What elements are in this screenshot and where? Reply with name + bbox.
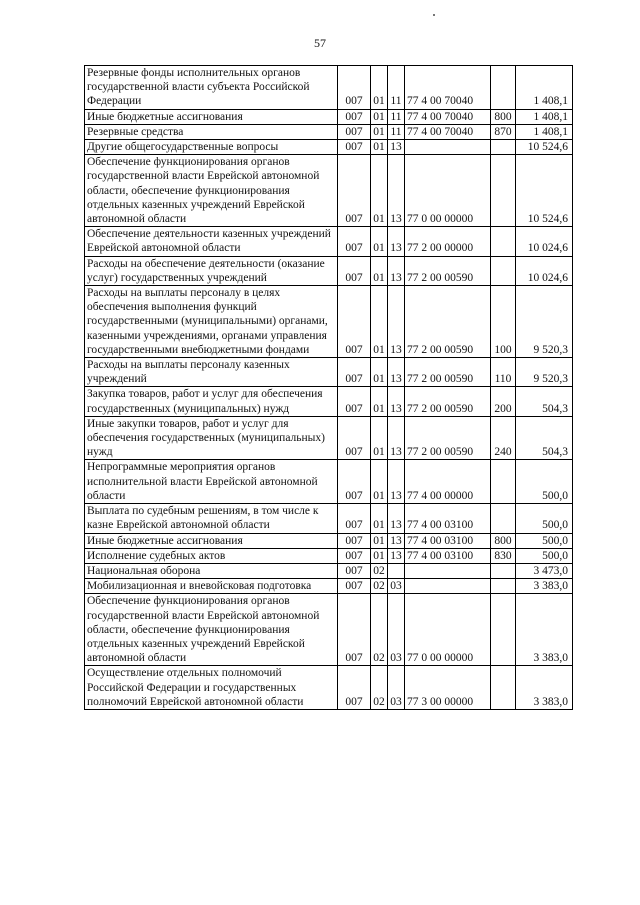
table-row — [85, 124, 573, 139]
row-amount: 3 473,0 — [516, 563, 573, 578]
row-target-item: 77 4 00 03100 — [405, 533, 491, 548]
row-amount: 3 383,0 — [516, 594, 573, 666]
row-expense-type — [491, 666, 516, 710]
row-expense-type: 200 — [491, 387, 516, 416]
row-name: Резервные фонды исполнительных органов государственной власти субъекта Российской Федерации — [85, 66, 338, 110]
row-admin-code: 007 — [338, 358, 371, 387]
row-target-item: 77 0 00 00000 — [405, 155, 491, 227]
row-expense-type — [491, 66, 516, 110]
row-expense-type: 240 — [491, 416, 516, 460]
row-name: Мобилизационная и вневойсковая подготовка — [85, 579, 338, 594]
row-section: 01 — [371, 533, 388, 548]
row-target-item: 77 2 00 00590 — [405, 387, 491, 416]
row-expense-type: 800 — [491, 109, 516, 124]
row-amount: 500,0 — [516, 533, 573, 548]
row-amount: 500,0 — [516, 460, 573, 504]
row-amount: 3 383,0 — [516, 666, 573, 710]
row-target-item: 77 4 00 03100 — [405, 504, 491, 533]
table-row — [85, 66, 573, 110]
row-target-item — [405, 140, 491, 155]
row-expense-type — [491, 594, 516, 666]
row-name: Осуществление отдельных полномочий Российской Федерации и государственных полномочий Еврейской автономной области — [85, 666, 338, 710]
row-target-item: 77 3 00 00000 — [405, 666, 491, 710]
row-name: Расходы на выплаты персоналу в целях обеспечения выполнения функций государственными (муниципальными) органами, казенными учреждениями, органами управления государственными внебюджетными фондами — [85, 286, 338, 358]
row-subsection: 13 — [388, 256, 405, 285]
row-subsection: 11 — [388, 66, 405, 110]
table-row — [85, 227, 573, 256]
row-admin-code: 007 — [338, 286, 371, 358]
row-section: 01 — [371, 155, 388, 227]
row-section: 01 — [371, 66, 388, 110]
row-section: 01 — [371, 460, 388, 504]
row-section: 02 — [371, 579, 388, 594]
row-amount: 500,0 — [516, 504, 573, 533]
row-expense-type: 800 — [491, 533, 516, 548]
row-target-item — [405, 563, 491, 578]
page-number: 57 — [314, 36, 326, 50]
row-admin-code: 007 — [338, 66, 371, 110]
row-amount: 10 524,6 — [516, 155, 573, 227]
row-target-item: 77 2 00 00590 — [405, 286, 491, 358]
row-section: 01 — [371, 358, 388, 387]
budget-table — [84, 65, 573, 710]
row-name: Обеспечение функционирования органов государственной власти Еврейской автономной области, обеспечение функционирования отдельных казенных учреждений Еврейской автономной области — [85, 155, 338, 227]
row-admin-code: 007 — [338, 155, 371, 227]
table-row — [85, 286, 573, 358]
row-section: 01 — [371, 140, 388, 155]
row-target-item: 77 2 00 00590 — [405, 358, 491, 387]
row-admin-code: 007 — [338, 227, 371, 256]
row-admin-code: 007 — [338, 256, 371, 285]
row-section: 01 — [371, 286, 388, 358]
row-subsection: 03 — [388, 666, 405, 710]
row-expense-type: 100 — [491, 286, 516, 358]
row-subsection: 13 — [388, 155, 405, 227]
row-subsection: 13 — [388, 460, 405, 504]
row-amount: 500,0 — [516, 548, 573, 563]
row-section: 01 — [371, 548, 388, 563]
row-subsection: 13 — [388, 387, 405, 416]
row-name: Иные бюджетные ассигнования — [85, 533, 338, 548]
row-admin-code: 007 — [338, 140, 371, 155]
row-amount: 10 024,6 — [516, 256, 573, 285]
row-amount: 504,3 — [516, 416, 573, 460]
table-row — [85, 109, 573, 124]
row-admin-code: 007 — [338, 109, 371, 124]
row-amount: 1 408,1 — [516, 124, 573, 139]
row-expense-type — [491, 227, 516, 256]
row-section: 01 — [371, 416, 388, 460]
table-row — [85, 460, 573, 504]
row-name: Выплата по судебным решениям, в том числе к казне Еврейской автономной области — [85, 504, 338, 533]
row-section: 02 — [371, 666, 388, 710]
row-target-item — [405, 579, 491, 594]
row-target-item: 77 4 00 70040 — [405, 124, 491, 139]
row-subsection: 13 — [388, 416, 405, 460]
row-name: Непрограммные мероприятия органов исполнительной власти Еврейской автономной области — [85, 460, 338, 504]
table-row — [85, 533, 573, 548]
row-expense-type — [491, 579, 516, 594]
row-name: Закупка товаров, работ и услуг для обеспечения государственных (муниципальных) нужд — [85, 387, 338, 416]
row-admin-code: 007 — [338, 579, 371, 594]
row-expense-type: 870 — [491, 124, 516, 139]
row-subsection: 13 — [388, 548, 405, 563]
row-expense-type: 830 — [491, 548, 516, 563]
row-amount: 10 524,6 — [516, 140, 573, 155]
row-section: 01 — [371, 256, 388, 285]
table-row — [85, 504, 573, 533]
row-expense-type — [491, 504, 516, 533]
table-row — [85, 548, 573, 563]
row-admin-code: 007 — [338, 666, 371, 710]
table-row — [85, 416, 573, 460]
table-row — [85, 155, 573, 227]
row-amount: 504,3 — [516, 387, 573, 416]
row-subsection: 03 — [388, 594, 405, 666]
row-subsection: 13 — [388, 140, 405, 155]
row-name: Расходы на выплаты персоналу казенных учреждений — [85, 358, 338, 387]
row-subsection: 11 — [388, 124, 405, 139]
table-row — [85, 666, 573, 710]
row-name: Национальная оборона — [85, 563, 338, 578]
row-target-item: 77 2 00 00590 — [405, 416, 491, 460]
row-expense-type — [491, 563, 516, 578]
row-section: 01 — [371, 227, 388, 256]
row-subsection: 13 — [388, 286, 405, 358]
row-amount: 10 024,6 — [516, 227, 573, 256]
table-row — [85, 140, 573, 155]
table-row — [85, 563, 573, 578]
scan-speck — [433, 14, 435, 16]
row-target-item: 77 4 00 70040 — [405, 66, 491, 110]
row-subsection: 13 — [388, 358, 405, 387]
table-row — [85, 579, 573, 594]
row-admin-code: 007 — [338, 548, 371, 563]
row-amount: 9 520,3 — [516, 286, 573, 358]
row-amount: 1 408,1 — [516, 66, 573, 110]
row-section: 02 — [371, 594, 388, 666]
row-target-item: 77 0 00 00000 — [405, 594, 491, 666]
row-amount: 1 408,1 — [516, 109, 573, 124]
row-target-item: 77 2 00 00000 — [405, 227, 491, 256]
table-row — [85, 387, 573, 416]
row-name: Иные бюджетные ассигнования — [85, 109, 338, 124]
row-target-item: 77 4 00 03100 — [405, 548, 491, 563]
row-admin-code: 007 — [338, 533, 371, 548]
row-subsection: 03 — [388, 579, 405, 594]
row-section: 01 — [371, 387, 388, 416]
budget-table-body — [85, 66, 573, 710]
row-admin-code: 007 — [338, 387, 371, 416]
row-expense-type — [491, 155, 516, 227]
row-target-item: 77 4 00 70040 — [405, 109, 491, 124]
row-name: Обеспечение функционирования органов государственной власти Еврейской автономной области, обеспечение функционирования отдельных казенных учреждений Еврейской автономной области — [85, 594, 338, 666]
table-row — [85, 594, 573, 666]
row-amount: 3 383,0 — [516, 579, 573, 594]
row-name: Расходы на обеспечение деятельности (оказание услуг) государственных учреждений — [85, 256, 338, 285]
row-name: Иные закупки товаров, работ и услуг для обеспечения государственных (муниципальных) нужд — [85, 416, 338, 460]
row-admin-code: 007 — [338, 124, 371, 139]
row-admin-code: 007 — [338, 563, 371, 578]
table-row — [85, 256, 573, 285]
row-expense-type — [491, 140, 516, 155]
row-subsection: 11 — [388, 109, 405, 124]
row-subsection — [388, 563, 405, 578]
row-expense-type: 110 — [491, 358, 516, 387]
row-admin-code: 007 — [338, 460, 371, 504]
row-name: Обеспечение деятельности казенных учреждений Еврейской автономной области — [85, 227, 338, 256]
row-target-item: 77 4 00 00000 — [405, 460, 491, 504]
row-name: Резервные средства — [85, 124, 338, 139]
row-section: 01 — [371, 504, 388, 533]
row-section: 01 — [371, 109, 388, 124]
row-subsection: 13 — [388, 227, 405, 256]
row-target-item: 77 2 00 00590 — [405, 256, 491, 285]
row-expense-type — [491, 256, 516, 285]
row-section: 02 — [371, 563, 388, 578]
row-subsection: 13 — [388, 504, 405, 533]
row-amount: 9 520,3 — [516, 358, 573, 387]
row-name: Исполнение судебных актов — [85, 548, 338, 563]
row-section: 01 — [371, 124, 388, 139]
table-row — [85, 358, 573, 387]
row-admin-code: 007 — [338, 504, 371, 533]
row-admin-code: 007 — [338, 416, 371, 460]
row-expense-type — [491, 460, 516, 504]
row-subsection: 13 — [388, 533, 405, 548]
row-name: Другие общегосударственные вопросы — [85, 140, 338, 155]
row-admin-code: 007 — [338, 594, 371, 666]
